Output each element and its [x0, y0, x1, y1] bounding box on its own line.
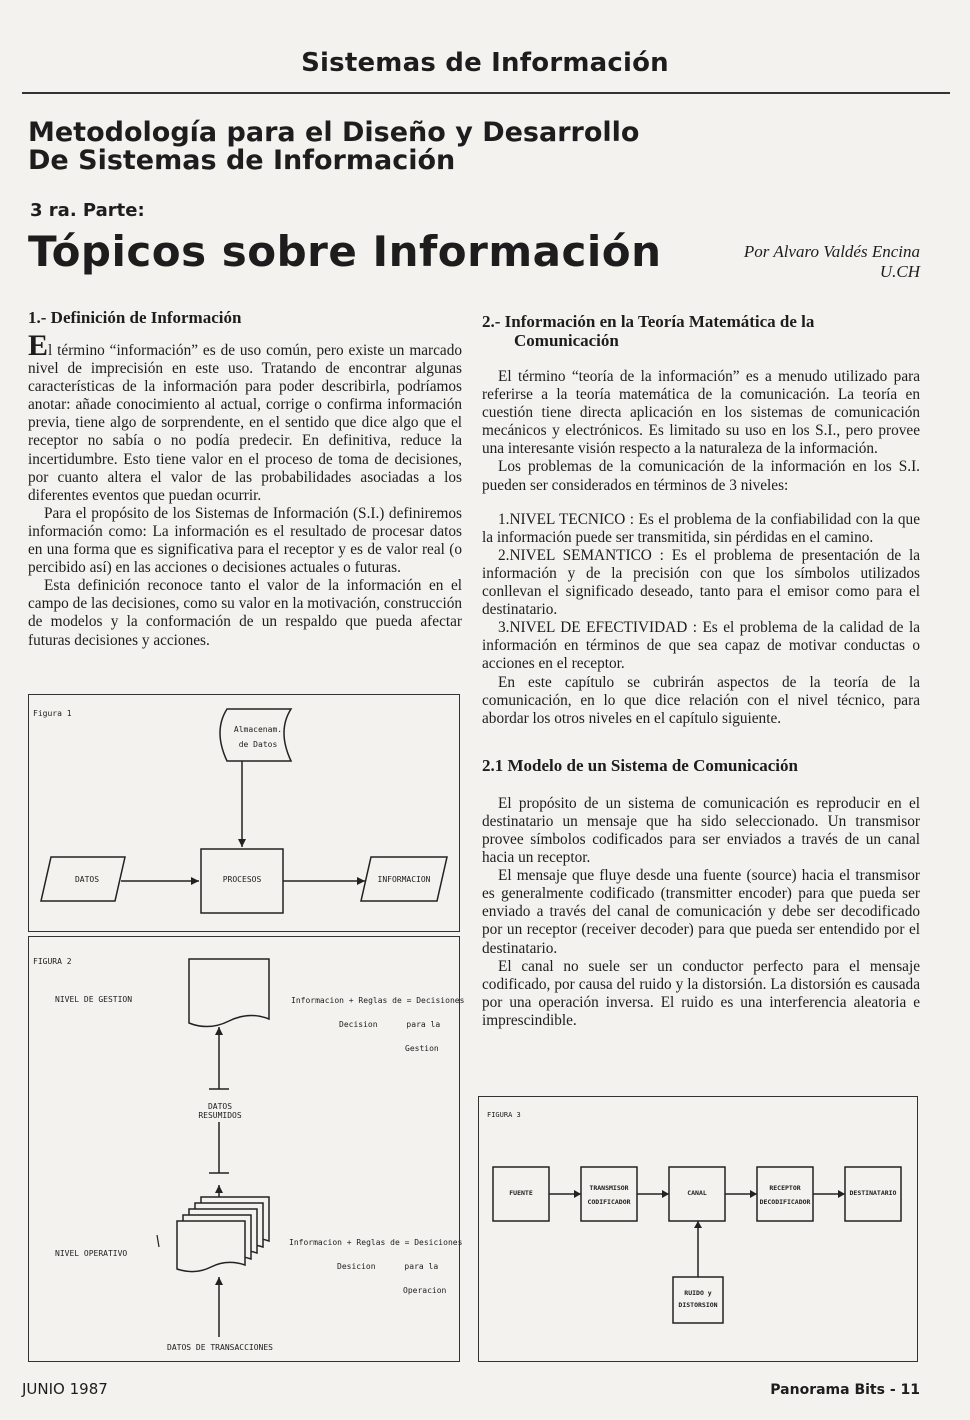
list-item-technical: 1.NIVEL TECNICO : Es el problema de la confiabilidad con la que la información puede ser transmitida, sin pérdidas en el camino.: [482, 510, 920, 546]
article-title-line2: De Sistemas de Información: [28, 145, 456, 176]
drop-cap: E: [28, 329, 49, 362]
information-output-label: INFORMACION: [377, 875, 431, 884]
section-heading-2: 2.- Información en la Teoría Matemática de la Comunicación: [482, 312, 815, 350]
data-input-label: DATOS: [74, 875, 100, 884]
paragraph-si-definition: Para el propósito de los Sistemas de Información (S.I.) definiremos información como: La información es el resultado de procesar datos en una forma que es significativa para el receptor y es de valor real (o percibido así) en las acciones o decisiones actuales o futuras.: [28, 504, 462, 577]
management-level-label: NIVEL DE GESTION: [55, 995, 133, 1004]
receiver-label: RECEPTOR DECODIFICADOR: [759, 1184, 811, 1206]
figure-2: [28, 936, 465, 1362]
section-heading-1: 1.- Definición de Información: [28, 308, 242, 327]
footer-date: JUNIO 1987: [22, 1380, 108, 1398]
destination-label: DESTINATARIO: [849, 1189, 897, 1197]
transmitter-label: TRANSMISOR CODIFICADOR: [587, 1184, 631, 1206]
process-label: PROCESOS: [222, 875, 262, 884]
header-rule: [22, 92, 950, 94]
noise-label: RUIDO y DISTORSION: [678, 1289, 718, 1309]
left-column: [28, 308, 462, 650]
storage-label: Almacenam. de Datos: [233, 725, 283, 749]
article-title-line1: Metodología para el Diseño y Desarrollo: [28, 117, 640, 148]
transaction-data-label: DATOS DE TRANSACCIONES: [167, 1343, 273, 1352]
article-subtitle: Tópicos sobre Información: [28, 227, 662, 276]
figure-3: [478, 1096, 918, 1362]
figure-3-label: FIGURA 3: [487, 1111, 521, 1119]
summary-document-shape: [189, 959, 269, 1027]
paragraph-chapter: En este capítulo se cubrirán aspectos de la teoría de la comunicación, en lo que dice relación con el nivel técnico, para abordar los otros niveles en el capítulo siguiente.: [482, 673, 920, 727]
right-column: [482, 312, 920, 1030]
paragraph-purpose: El propósito de un sistema de comunicación es reproducir en el destinatario un mensaje que ha sido seleccionado. Un transmisor provee símbolos codificados para ser enviados a través de un canal hacia un receptor.: [482, 794, 920, 867]
figure-2-diagram: [29, 937, 459, 1361]
author-byline: [700, 242, 920, 282]
article-part: 3 ra. Parte:: [30, 200, 145, 221]
paragraph-theory: El término “teoría de la información” es a menudo utilizado para referirse a la teoría matemática de la comunicación. La teoría en cuestión tiene directa aplicación en los sistemas de comunicación mecánicos y electrónicos. Es limitado su uso en los S.I., pero provee una interesante visión respecto a la naturaleza de la información.: [482, 368, 920, 458]
figure-2-label: FIGURA 2: [33, 957, 72, 966]
source-label: FUENTE: [509, 1189, 533, 1197]
paragraph-message: El mensaje que fluye desde una fuente (source) hacia el transmisor es generalmente codificado (transmitter encoder) para que pueda ser enviado a través del canal de comunicación y debe ser decodificado por un receptor (receiver decoder) para que pueda ser entendido por el destinatario.: [482, 867, 920, 957]
figure-1-label: Figura 1: [33, 709, 72, 718]
summary-data-label: DATOS RESUMIDOS: [198, 1102, 242, 1120]
list-item-effectiveness: 3.NIVEL DE EFECTIVIDAD : Es el problema de la calidad de la información en términos de que sea capaz de motivar conductas o acciones en el receptor.: [482, 619, 920, 673]
channel-label: CANAL: [687, 1189, 707, 1197]
paragraph-channel: El canal no suele ser un conductor perfecto para el mensaje codificado, por causa del ruido y la distorsión. La distorsión es causada por una operación inversa. El ruido es una interferencia aleatoria e imprescindible.: [482, 957, 920, 1029]
transaction-documents-stack: [177, 1197, 269, 1272]
operational-level-label: NIVEL OPERATIVO: [55, 1249, 128, 1258]
figure-3-diagram: [479, 1097, 917, 1361]
management-formula: Informacion + Reglas de = Decisiones Decision para la Gestion: [291, 996, 465, 1053]
section-heading-2-1: 2.1 Modelo de un Sistema de Comunicación: [482, 755, 798, 775]
operational-formula: Informacion + Reglas de = Desiciones Desicion para la Operacion: [289, 1238, 463, 1295]
section-header: Sistemas de Información: [301, 48, 669, 78]
paragraph-definition: El término “información” es de uso común, pero existe un marcado nivel de imprecisión en este uso. Tratando de encontrar algunas características de la información para poder describirla, podríamos anotar: añade conocimiento al actual, corrige o confirma información previa, tiene algo de sorprendente, en el sentido que dice algo que el receptor no sabía o no podía predecir. En definitiva, reduce la incertidumbre. Esto tiene valor en el proceso de toma de decisiones, por cuanto altera el valor de las probabilidades asociadas a los diferentes eventos que puedan ocurrir.: [28, 329, 462, 504]
author-name: Por Alvaro Valdés Encina: [743, 242, 920, 261]
footer-magazine-page: Panorama Bits - 11: [770, 1382, 920, 1398]
paragraph-value: Esta definición reconoce tanto el valor de la información en el campo de las decisiones, como su valor en la motivación, construcción de modelos y la conformación de un respaldo que pueda afectar futuras decisiones y acciones.: [28, 577, 462, 649]
author-affiliation: U.CH: [879, 262, 920, 281]
paragraph-levels: Los problemas de la comunicación de la información en los S.I. pueden ser considerados en términos de 3 niveles:: [482, 458, 920, 494]
list-item-semantic: 2.NIVEL SEMANTICO : Es el problema de presentación de la información y de la precisión con que los símbolos utilizados conllevan el significado deseado, tanto para el emisor como para el destinatario.: [482, 546, 920, 619]
figure-1: [28, 694, 460, 932]
